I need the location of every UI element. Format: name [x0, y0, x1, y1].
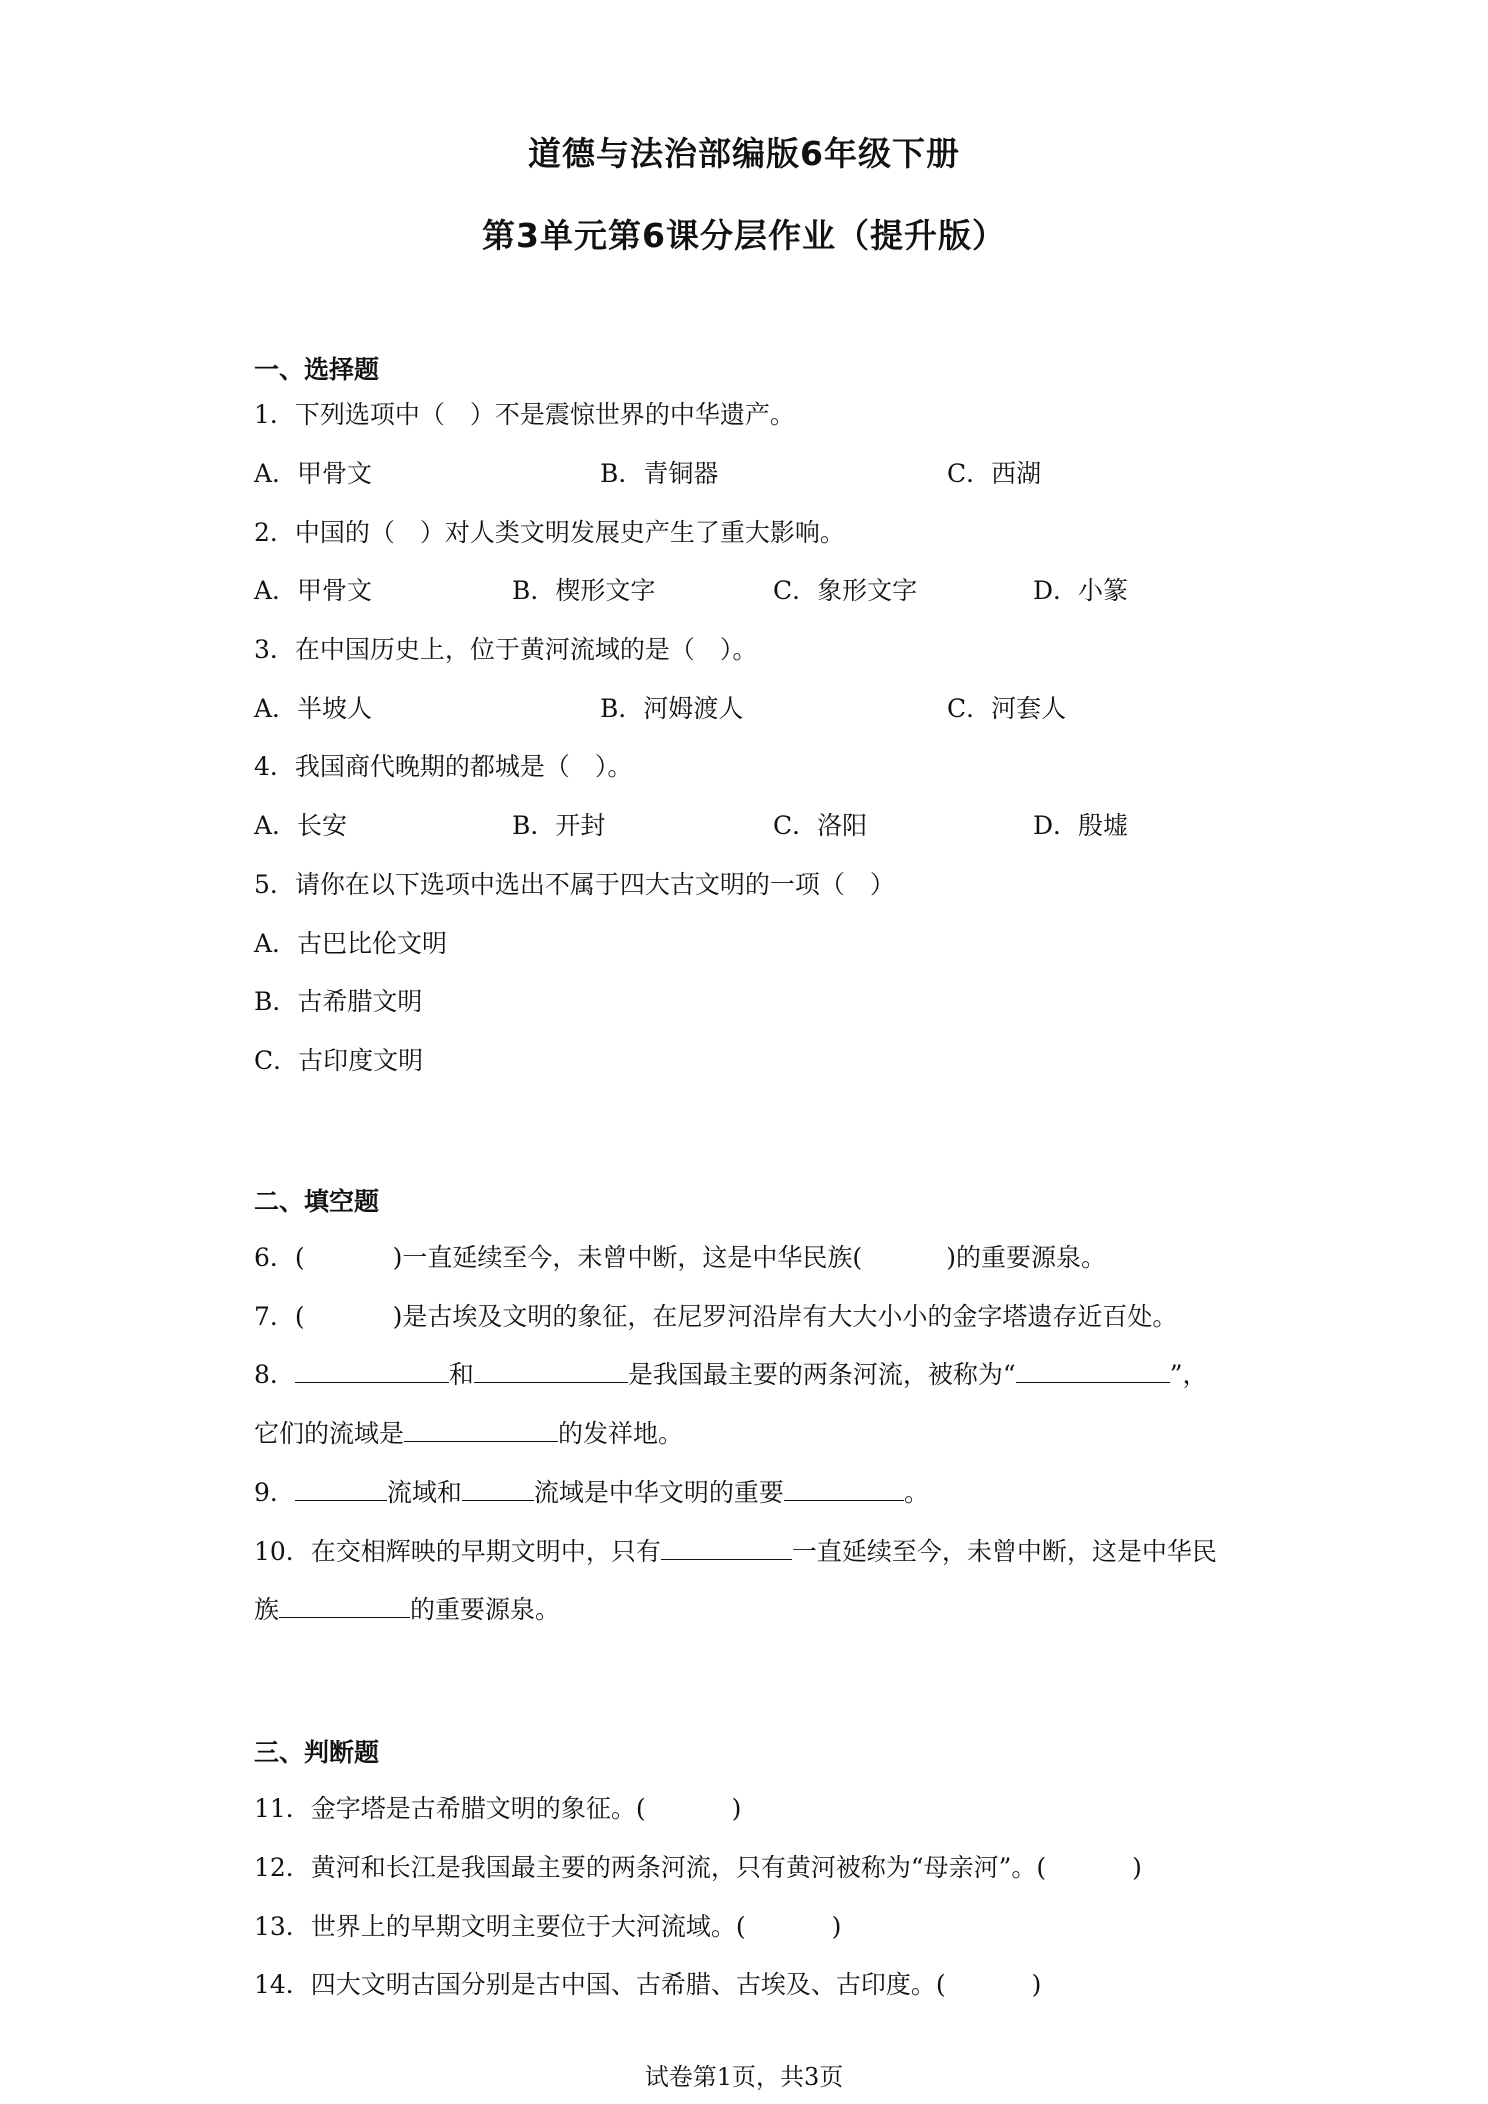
question-7-part-2: )是古埃及文明的象征，在尼罗河沿岸有大大小小的金字塔遗存近百处。 [392, 1302, 1178, 1331]
question-14-close: ) [1031, 1970, 1042, 1999]
question-8-blank-2 [474, 1358, 628, 1383]
document-title: 道德与法治部编版6年级下册 [528, 134, 960, 173]
question-7-part-1: 7．( [254, 1302, 305, 1331]
question-4-option-a: A．长安 [254, 811, 348, 840]
question-8-part-1: 8． [254, 1360, 295, 1389]
page-footer: 试卷第1页，共3页 [644, 2063, 844, 2091]
question-14-stem: 14．四大文明古国分别是古中国、古希腊、古埃及、古印度。( [254, 1970, 946, 1999]
question-10-blank-1 [661, 1535, 792, 1560]
question-5-option-b: B．古希腊文明 [254, 987, 423, 1016]
question-8-part-3: 是我国最主要的两条河流，被称为“ [627, 1360, 1016, 1389]
question-4-option-d: D．殷墟 [1033, 811, 1129, 840]
question-3-stem: 3．在中国历史上，位于黄河流域的是（ ）。 [254, 635, 758, 664]
question-9-part-4: 。 [903, 1478, 929, 1507]
question-10-part-1: 10．在交相辉映的早期文明中，只有 [254, 1537, 661, 1566]
question-12-close: ) [1132, 1853, 1142, 1882]
question-8-part-2: 和 [448, 1360, 474, 1389]
question-8-blank-3 [1016, 1358, 1170, 1383]
question-12-stem: 12．黄河和长江是我国最主要的两条河流，只有黄河被称为“母亲河”。( [254, 1853, 1047, 1882]
question-6-part-1: 6．( [254, 1243, 305, 1272]
question-8-part-5: 它们的流域是 [254, 1419, 405, 1448]
question-1-option-b: B．青铜器 [600, 459, 719, 488]
question-9-blank-3 [784, 1476, 904, 1501]
section-heading-fill: 二、填空题 [254, 1187, 380, 1216]
question-2-option-c: C．象形文字 [773, 576, 918, 605]
question-8-line-1 [254, 1358, 1208, 1392]
question-9-blank-1 [295, 1476, 387, 1501]
question-9 [254, 1476, 929, 1510]
question-1-option-a: A．甲骨文 [254, 459, 373, 488]
question-1-stem: 1．下列选项中（ ）不是震惊世界的中华遗产。 [254, 400, 795, 429]
question-5-option-c: C．古印度文明 [254, 1046, 424, 1075]
question-5-option-a: A．古巴比伦文明 [254, 929, 448, 958]
question-3-option-b: B．河姆渡人 [600, 694, 744, 723]
question-9-blank-2 [462, 1476, 534, 1501]
question-11-close: ) [731, 1794, 742, 1823]
question-10-part-2: 一直延续至今，未曾中断，这是中华民 [791, 1537, 1217, 1566]
question-6-part-3: )的重要源泉。 [946, 1243, 1106, 1272]
question-4-option-b: B．开封 [512, 811, 606, 840]
question-10-line-1 [254, 1535, 1217, 1569]
question-11-stem: 11．金字塔是古希腊文明的象征。( [254, 1794, 646, 1823]
question-8-blank-4 [404, 1417, 558, 1442]
question-5-stem: 5．请你在以下选项中选出不属于四大古文明的一项（ ） [254, 870, 895, 899]
question-2-option-b: B．楔形文字 [512, 576, 656, 605]
question-11 [254, 1792, 741, 1826]
question-10-part-4: 的重要源泉。 [410, 1595, 561, 1624]
section-heading-choice: 一、选择题 [254, 355, 380, 384]
question-4-option-c: C．洛阳 [773, 811, 868, 840]
question-6-part-2: )一直延续至今，未曾中断，这是中华民族( [392, 1243, 863, 1272]
question-2-option-d: D．小篆 [1033, 576, 1129, 605]
question-10-line-2 [254, 1593, 560, 1627]
question-2-option-a: A．甲骨文 [254, 576, 373, 605]
question-1-option-c: C．西湖 [947, 459, 1042, 488]
question-8-line-2 [254, 1417, 683, 1451]
question-14 [254, 1968, 1041, 2002]
question-13-stem: 13．世界上的早期文明主要位于大河流域。( [254, 1912, 746, 1941]
question-4-stem: 4．我国商代晚期的都城是（ ）。 [254, 752, 633, 781]
question-8-part-4: ”， [1169, 1360, 1208, 1389]
question-13 [254, 1910, 841, 1944]
question-2-stem: 2．中国的（ ）对人类文明发展史产生了重大影响。 [254, 518, 845, 547]
section-heading-judge: 三、判断题 [254, 1738, 380, 1767]
question-10-blank-2 [279, 1593, 410, 1618]
question-9-part-2: 流域和 [386, 1478, 462, 1507]
document-subtitle: 第3单元第6课分层作业（提升版） [482, 216, 1006, 255]
question-6 [254, 1241, 1106, 1275]
question-7 [254, 1300, 1177, 1334]
question-9-part-1: 9． [254, 1478, 295, 1507]
question-3-option-a: A．半坡人 [254, 694, 373, 723]
question-13-close: ) [831, 1912, 842, 1941]
question-8-part-6: 的发祥地。 [558, 1419, 684, 1448]
question-3-option-c: C．河套人 [947, 694, 1067, 723]
question-8-blank-1 [295, 1358, 449, 1383]
question-9-part-3: 流域是中华文明的重要 [533, 1478, 784, 1507]
question-12 [254, 1851, 1142, 1885]
question-10-part-3: 族 [254, 1595, 280, 1624]
